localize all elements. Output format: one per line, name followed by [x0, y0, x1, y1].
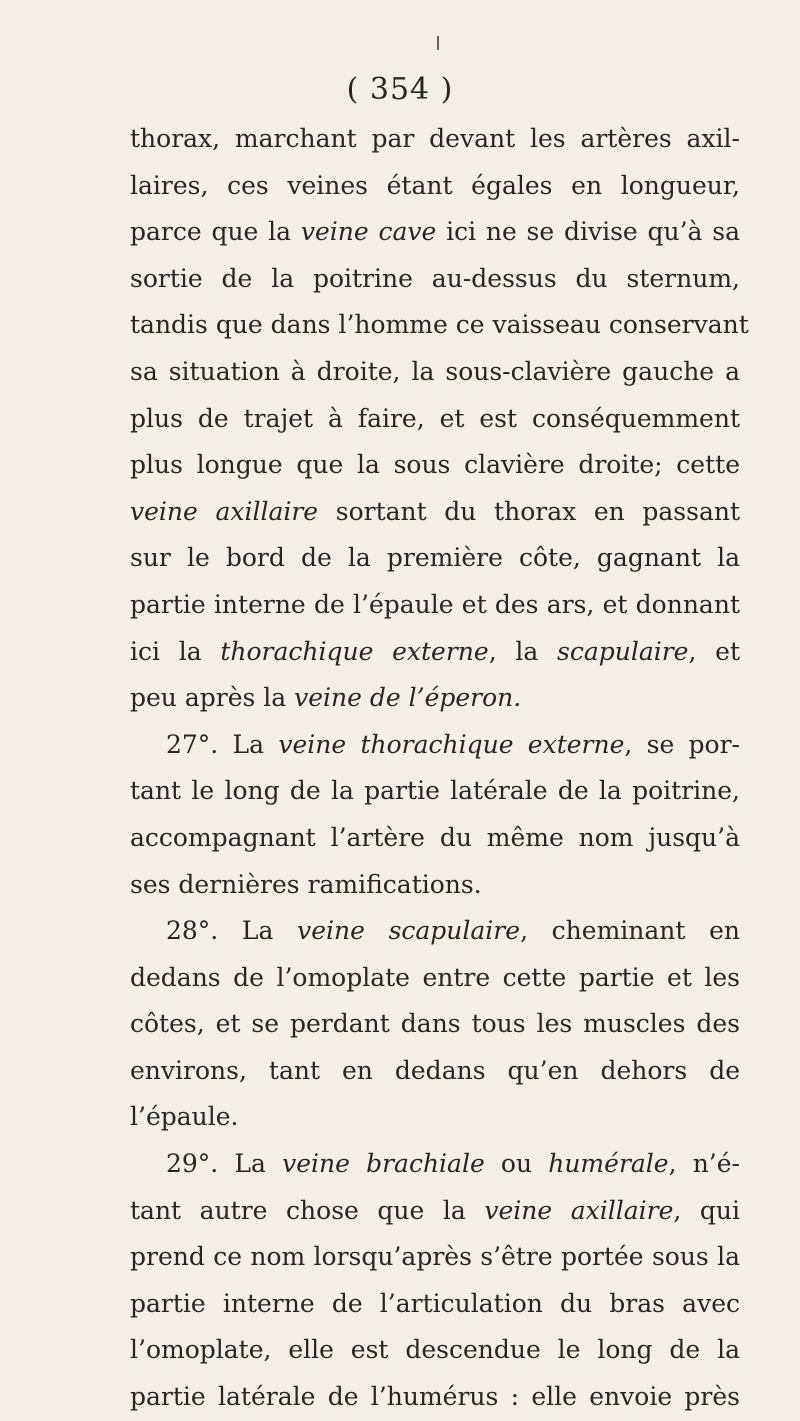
italic-term: veine axillaire: [130, 496, 319, 526]
text-line: [130, 955, 740, 1002]
text-run: plus de trajet à faire, et est conséquemment: [130, 403, 740, 433]
text-run: sortant du thorax en passant: [318, 496, 740, 526]
text-run: l’omoplate, elle est descendue le long de la: [130, 1335, 740, 1365]
text-run: environs, tant en dedans qu’en dehors de: [130, 1055, 740, 1085]
italic-term: veine brachiale: [282, 1149, 485, 1179]
text-line: [130, 629, 740, 676]
text-run: parce que la: [130, 217, 301, 247]
text-run: tant le long de la partie latérale de la poitrine,: [130, 776, 740, 806]
text-line: [130, 722, 740, 769]
text-run: tant autre chose que la: [130, 1195, 485, 1225]
text-line: [130, 535, 740, 582]
text-run: ses dernières ramifications.: [130, 869, 482, 899]
text-run: 29°. La: [166, 1149, 283, 1179]
text-line: [130, 396, 740, 443]
text-line: [130, 163, 740, 210]
italic-term: thorachique externe: [220, 636, 489, 666]
text-line: [130, 1001, 740, 1048]
text-run: partie interne de l’articulation du bras avec: [130, 1288, 740, 1318]
text-line: [130, 908, 740, 955]
text-run: peu après la: [130, 683, 295, 713]
text-run: accompagnant l’artère du même nom jusqu’à: [130, 822, 740, 852]
text-run: prend ce nom lorsqu’après s’être portée sous la: [130, 1242, 740, 1272]
text-run: sur le bord de la première côte, gagnant la: [130, 543, 740, 573]
text-line: [130, 489, 740, 536]
text-line: [130, 1094, 740, 1141]
text-line: [130, 1374, 740, 1421]
text-run: côtes, et se perdant dans tous les muscles des: [130, 1009, 740, 1039]
text-line: [130, 1281, 740, 1328]
text-line: [130, 209, 740, 256]
text-run: , qui: [673, 1195, 740, 1225]
text-run: ici ne se divise qu’à sa: [436, 217, 740, 247]
text-run: , et: [688, 636, 740, 666]
ink-mark: [437, 36, 439, 50]
italic-term: veine de l’éperon.: [294, 683, 522, 713]
text-line: [130, 1188, 740, 1235]
text-line: [130, 582, 740, 629]
text-line: [130, 256, 740, 303]
page-number-header: ( 354 ): [346, 72, 454, 107]
italic-term: humérale: [548, 1149, 669, 1179]
text-run: sortie de la poitrine au-dessus du sternum,: [130, 263, 740, 293]
body-text: [130, 116, 749, 1421]
text-line: [130, 675, 740, 722]
text-line: [130, 116, 740, 163]
text-run: , cheminant en: [520, 916, 740, 946]
text-run: l’épaule.: [130, 1102, 239, 1132]
text-run: thorax, marchant par devant les artères axil-: [130, 124, 740, 153]
italic-term: veine thorachique externe: [278, 729, 625, 759]
text-run: ici la: [130, 636, 221, 666]
text-line: [130, 1141, 740, 1188]
italic-term: veine axillaire: [484, 1195, 674, 1225]
text-run: sa situation à droite, la sous-clavière gauche a: [130, 356, 740, 386]
text-line: [130, 302, 749, 349]
text-run: laires, ces veines étant égales en longueur,: [130, 170, 740, 200]
text-line: [130, 1327, 740, 1374]
text-run: tandis que dans l’homme ce vaisseau conservant: [130, 310, 749, 340]
text-run: , n’é-: [668, 1149, 740, 1179]
text-run: 27°. La: [166, 729, 279, 759]
italic-term: veine scapulaire: [297, 916, 521, 946]
text-run: dedans de l’omoplate entre cette partie et les: [130, 962, 740, 992]
italic-term: scapulaire: [557, 636, 689, 666]
text-line: [130, 1048, 740, 1095]
text-run: 28°. La: [166, 916, 298, 946]
text-line: [130, 442, 740, 489]
text-run: partie interne de l’épaule et des ars, et donnant: [130, 589, 740, 619]
text-line: [130, 862, 740, 909]
text-line: [130, 815, 740, 862]
text-line: [130, 768, 740, 815]
text-line: [130, 349, 740, 396]
text-run: ou: [484, 1149, 549, 1179]
italic-term: veine cave: [300, 217, 437, 247]
text-run: partie latérale de l’humérus : elle envoie près: [130, 1382, 740, 1412]
text-run: , la: [488, 636, 557, 666]
text-line: [130, 1234, 740, 1281]
text-run: , se por-: [624, 729, 740, 759]
text-run: plus longue que la sous clavière droite; cette: [130, 450, 740, 480]
